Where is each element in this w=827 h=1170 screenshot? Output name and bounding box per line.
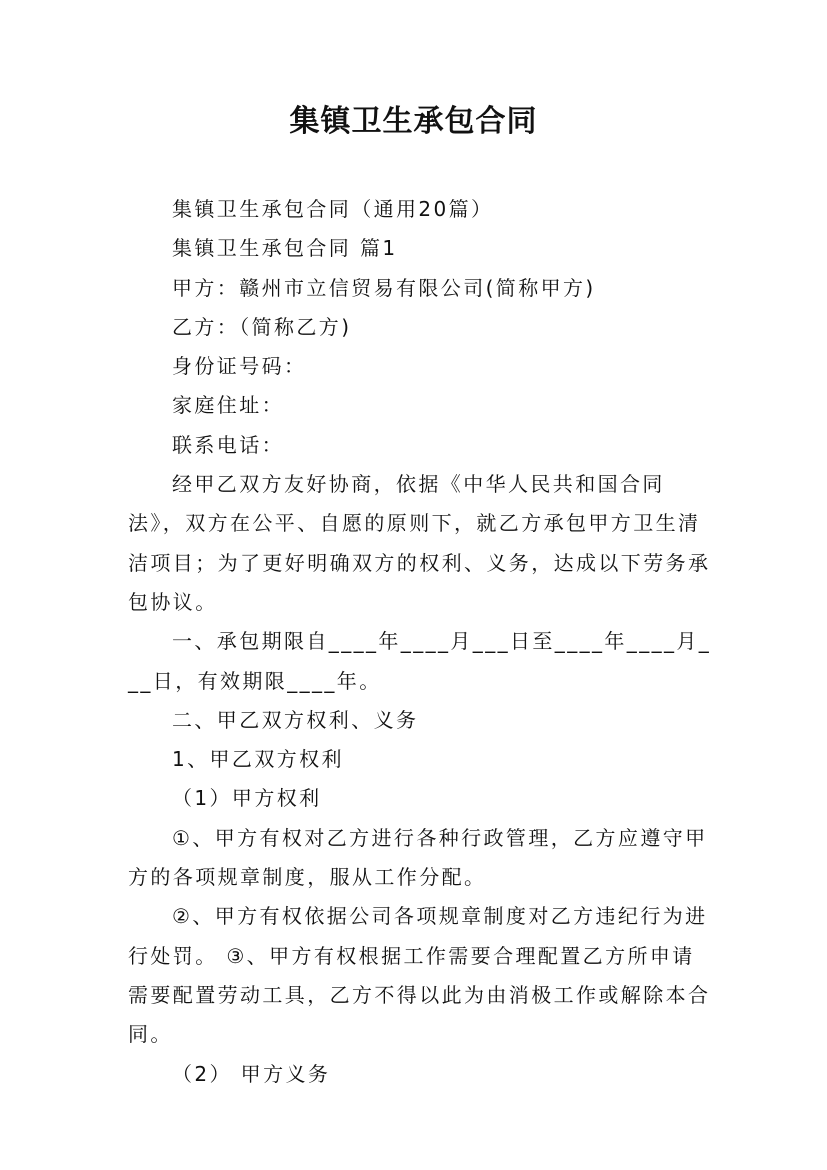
paragraph-rights: 1、甲乙双方权利 <box>172 747 344 772</box>
paragraph-subtitle: 集镇卫生承包合同（通用20篇） <box>172 197 494 221</box>
paragraph-party-a: 甲方：赣州市立信贸易有限公司(简称甲方) <box>172 275 596 300</box>
paragraph-party-b: 乙方：（简称乙方) <box>172 314 352 339</box>
paragraph-section-heading: 集镇卫生承包合同 篇1 <box>172 236 398 261</box>
document-body <box>128 190 713 1094</box>
paragraph-term: 一、承包期限自____年____月___日至____年____月___日，有效期限____年。 <box>128 629 712 693</box>
paragraph-right-2-3: ②、甲方有权依据公司各项规章制度对乙方违纪行为进行处罚。 ③、甲方有权根据工作需要合理配置乙方所申请需要配置劳动工具，乙方不得以此为由消极工作或解除本合同。 <box>128 904 711 1047</box>
paragraph-home-address: 家庭住址： <box>172 393 284 418</box>
paragraph-right-1: ①、甲方有权对乙方进行各种行政管理，乙方应遵守甲方的各项规章制度，服从工作分配。 <box>128 825 708 890</box>
paragraph-rights-obligations: 二、甲乙双方权利、义务 <box>172 707 419 732</box>
document-title: 集镇卫生承包合同 <box>289 104 538 139</box>
paragraph-preamble: 经甲乙双方友好协商，依据《中华人民共和国合同法》，双方在公平、自愿的原则下，就乙方承包甲方卫生清洁项目；为了更好明确双方的权利、义务，达成以下劳务承包协议。 <box>128 472 711 614</box>
paragraph-phone: 联系电话： <box>172 432 284 457</box>
paragraph-party-a-obligations: （2） 甲方义务 <box>172 1061 331 1086</box>
paragraph-party-a-rights: （1）甲方权利 <box>172 786 322 811</box>
paragraph-id-number: 身份证号码： <box>172 354 307 379</box>
